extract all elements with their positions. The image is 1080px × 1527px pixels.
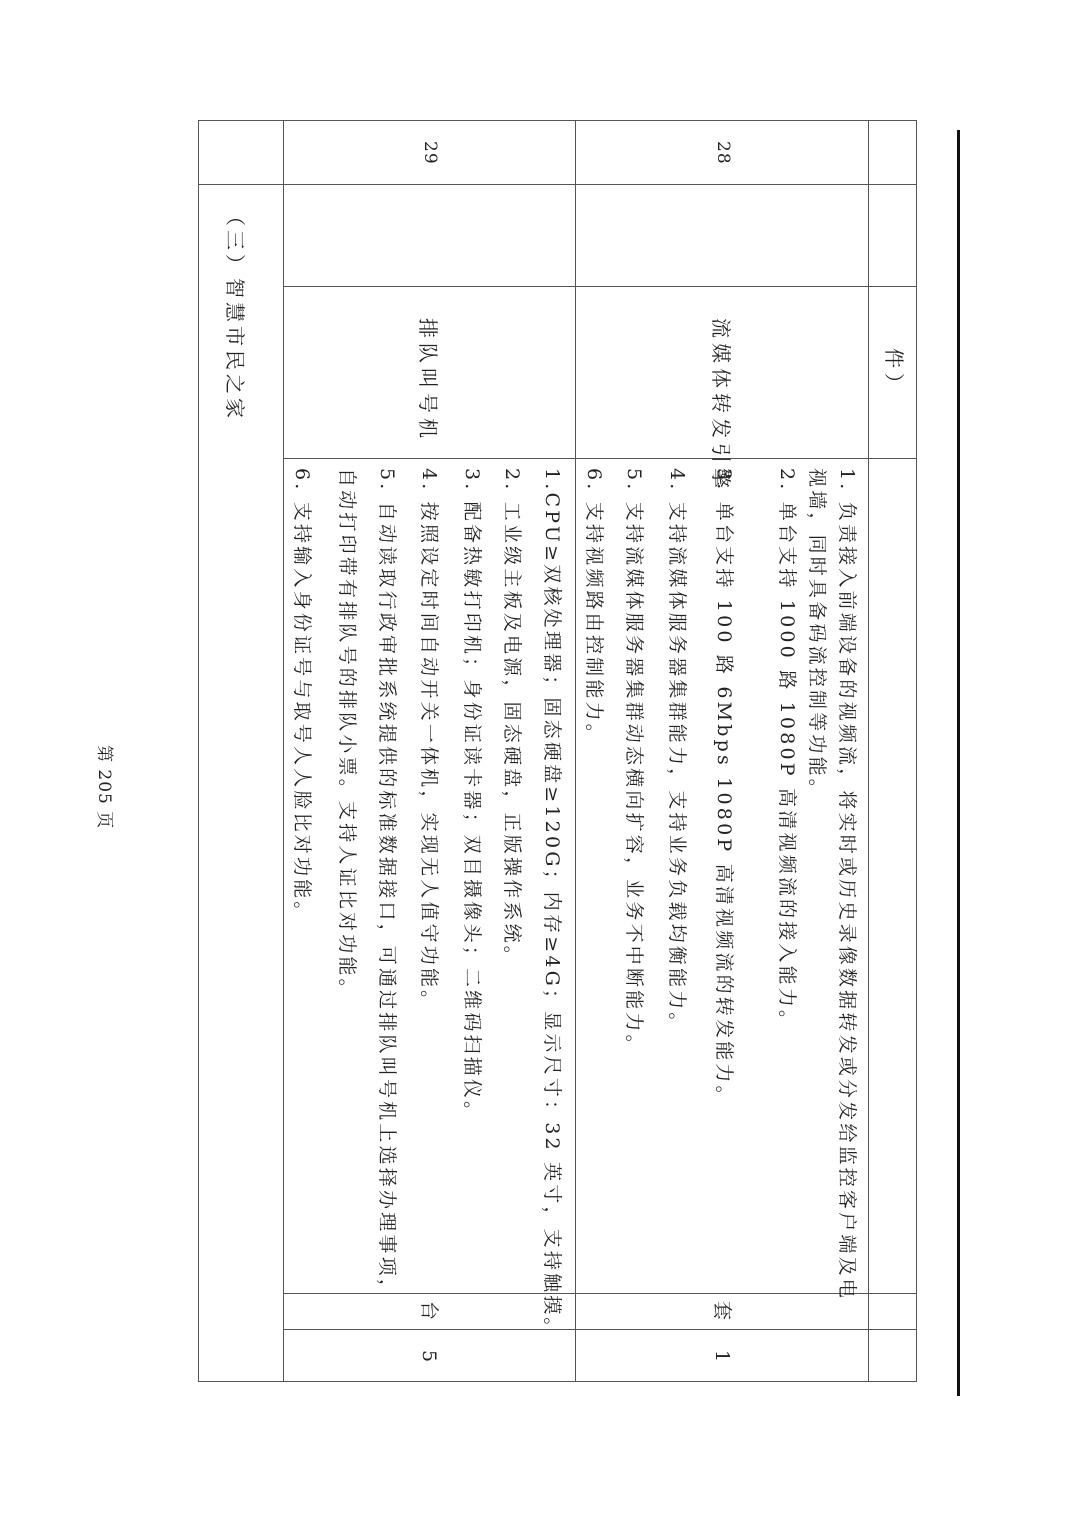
- column-divider-qty: [283, 1329, 917, 1330]
- row-29-name: 排队叫号机: [416, 318, 440, 443]
- row-29-unit: 台: [418, 1301, 440, 1321]
- page-margin-rule: [957, 130, 960, 1396]
- table-border-right: [916, 120, 917, 1382]
- section-heading: （三）智慧市民之家: [223, 206, 247, 422]
- row-28-desc-line-2: 视墙，同时具备码流控制等功能。: [806, 468, 828, 802]
- row-29-qty: 5: [418, 1350, 440, 1363]
- column-divider-name: [283, 286, 917, 287]
- row-29-desc-line-2: 2. 工业级主板及电源，固态硬盘，正版操作系统。: [501, 468, 523, 968]
- row-28-name: 流媒体转发引擎: [709, 318, 733, 493]
- row-29-desc-line-1: 1.CPU≥双核处理器；固态硬盘≥120G；内存≥4G；显示尺寸：32 英寸，支持触摸。: [541, 468, 563, 1340]
- row-29-desc-line-5: 5. 自动读取行政审批系统提供的标准数据接口，可通过排队叫号机上选择办理事项，: [376, 468, 398, 1301]
- row-divider-29-left: [283, 120, 284, 1382]
- row-28-number: 28: [713, 141, 733, 165]
- row-29-desc-line-7: 6. 支持输入身份证号与取号人人脸比对功能。: [291, 468, 313, 924]
- row-29-desc-line-4: 4. 按照设定时间自动开关一体机，实现无人值守功能。: [418, 468, 440, 1013]
- table-border-left: [198, 120, 199, 1382]
- column-divider-desc: [283, 458, 917, 459]
- row-28-desc-line-4: 3. 单台支持 100 路 6Mbps 1080P 高清视频流的转发能力。: [713, 468, 735, 1108]
- row-28-desc-line-7: 6. 支持视频路由控制能力。: [583, 468, 605, 746]
- page-number: 第 205 页: [94, 745, 114, 830]
- row-29-desc-line-3: 3. 配备热敏打印机；身份证读卡器；双目摄像头；二维码扫描仪。: [461, 468, 483, 1124]
- row-divider-28-29: [575, 120, 576, 1382]
- row-28-unit: 套: [711, 1301, 733, 1321]
- row-28-desc-line-6: 5. 支持流媒体服务器集群动态横向扩容，业务不中断能力。: [623, 468, 645, 1057]
- row-29-number: 29: [420, 141, 440, 165]
- row-28-desc-line-3: 2. 单台支持 1000 路 1080P 高清视频流的接入能力。: [776, 468, 798, 1033]
- row-28-qty: 1: [711, 1350, 733, 1363]
- header-fragment: 件）: [882, 348, 906, 398]
- row-28-desc-line-1: 1. 负责接入前端设备的视频流，将实时或历史录像数据转发或分发给监控客户端及电: [836, 468, 858, 1301]
- table-border-top: [198, 120, 917, 121]
- row-29-desc-line-6: 自动打印带有排队号的排队小票。支持人证比对功能。: [336, 468, 358, 1001]
- column-divider-no: [198, 184, 917, 185]
- row-28-desc-line-5: 4. 支持流媒体服务器集群能力，支持业务负载均衡能力。: [666, 468, 688, 1035]
- table-border-bottom: [198, 1381, 917, 1382]
- row-divider-header-28: [868, 120, 869, 1382]
